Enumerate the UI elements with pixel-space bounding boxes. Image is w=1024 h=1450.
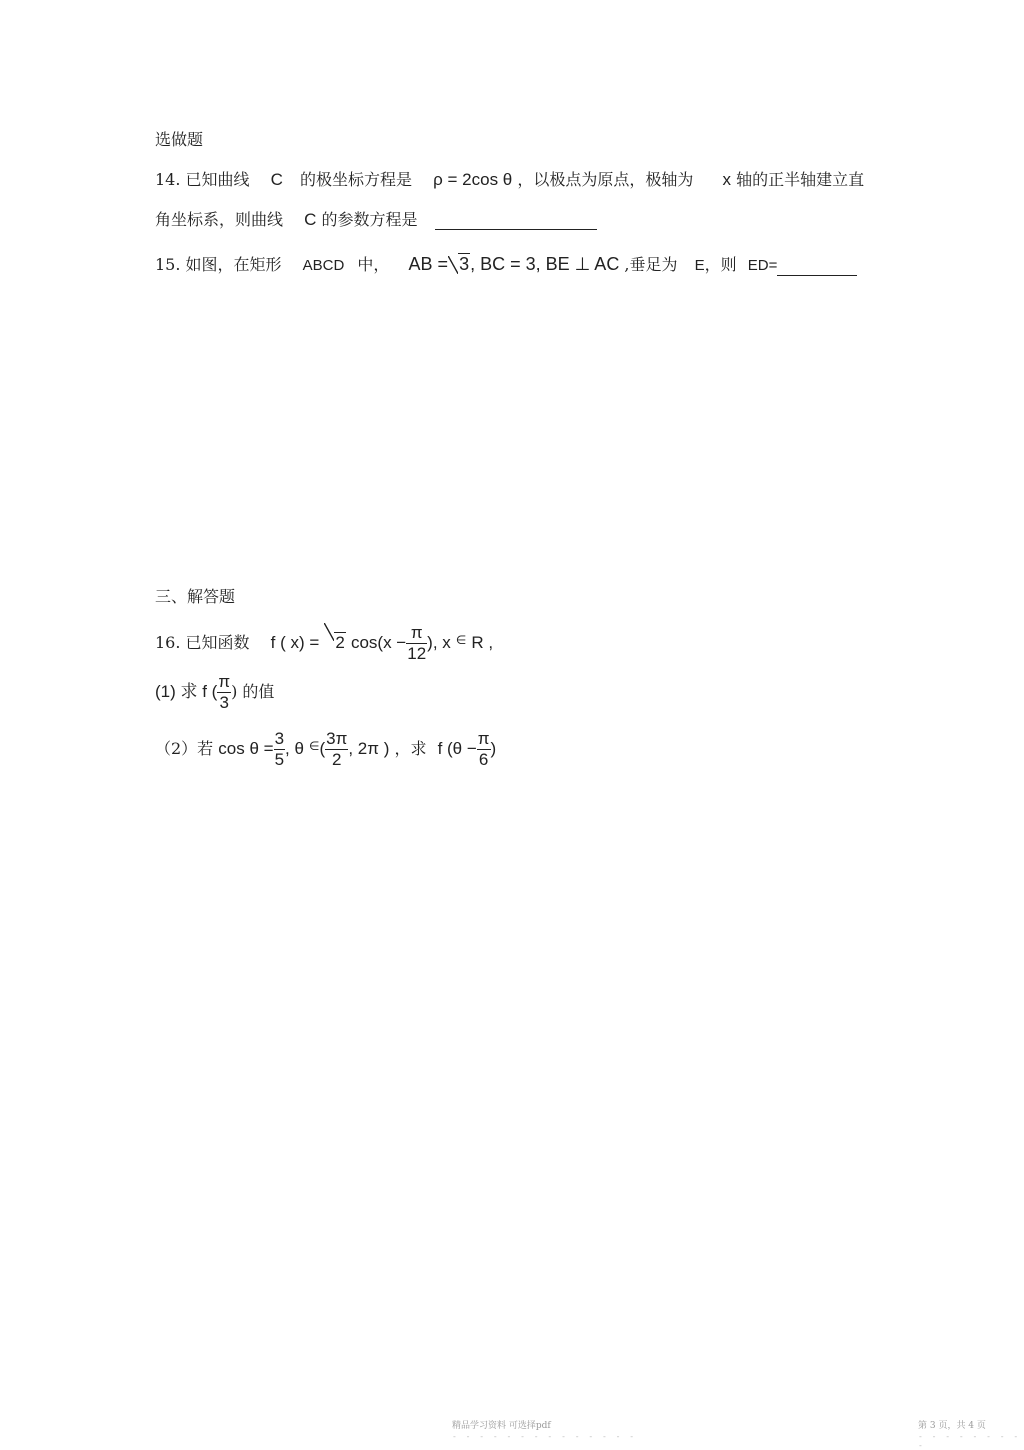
q14-line2-prefix: 角坐标系，则曲线	[155, 210, 284, 229]
q15-ed: ED=	[747, 257, 778, 274]
q16-f-lhs: f ( x) =	[270, 633, 320, 652]
q16-p2-close: )	[490, 739, 497, 758]
q16-cos-close: ), x	[427, 633, 451, 652]
q15-mid: 中，	[357, 255, 390, 274]
question-16	[155, 618, 493, 666]
q15-foot: ,垂足为	[624, 255, 678, 274]
q16-cos-open: cos(x −	[350, 633, 407, 652]
q16-r: R ,	[471, 633, 494, 652]
q16-p2-label: （2）若	[155, 739, 214, 758]
q16-p2-in: ∈	[309, 739, 320, 753]
q15-point-e: E	[694, 257, 705, 274]
footer-dashes-right: - - - - - - - - -	[918, 1432, 1021, 1450]
q16-p1-pi-over-3: $\frac{\pi}{3}$	[218, 672, 231, 712]
q14-curve-c: C	[270, 170, 283, 189]
q15-prefix: 15. 如图，在矩形	[155, 255, 282, 274]
q15-ab: AB =	[408, 254, 449, 274]
q16-p1-close: ) 的值	[231, 682, 275, 701]
optional-heading: 选做题	[155, 130, 204, 149]
q16-p2-ask: ，求	[394, 739, 427, 758]
question-16-part-2	[155, 724, 496, 771]
q14-line2-end: 的参数方程是	[321, 210, 418, 229]
q16-p2-open: (	[319, 739, 326, 758]
question-16-part-1	[155, 670, 274, 714]
q14-polar-equation: ρ = 2cos θ	[433, 170, 513, 189]
q16-p2-3pi-over-2: $\frac{3\pi}{2}$	[326, 729, 348, 769]
q16-p2-interval-end: , 2π )	[348, 739, 390, 758]
q15-sqrt-3: 3	[448, 254, 470, 274]
q16-prefix: 16. 已知函数	[155, 633, 250, 652]
q14-mid: 的极坐标方程是	[300, 170, 413, 189]
q15-rect-name: ABCD	[302, 257, 345, 274]
q16-in: ∈	[455, 633, 467, 647]
footer-page-number: 第 3 页，共 4 页	[918, 1421, 986, 1431]
q16-sqrt-2: 2	[324, 621, 345, 665]
q16-p2-3-over-5: $\frac{3}{5}$	[274, 729, 285, 769]
solutions-heading: 三、解答题	[155, 587, 236, 606]
question-14-line-2	[155, 210, 597, 230]
q14-curve-c2: C	[304, 210, 317, 229]
q16-p2-theta: , θ	[285, 739, 304, 758]
question-14-line-1	[155, 170, 864, 190]
q16-pi-over-12: $\frac{\pi}{12}$	[407, 623, 427, 663]
q16-p2-f: f (θ −	[437, 739, 477, 758]
q16-p1-label: (1) 求 f (	[155, 682, 218, 701]
q16-p2-pi-over-6: $\frac{\pi}{6}$	[477, 729, 490, 769]
q15-answer-blank	[777, 257, 857, 276]
q14-answer-blank	[435, 211, 597, 230]
q14-line1-end: 轴的正半轴建立直	[736, 170, 865, 189]
footer-dashes-left: - - - - - - - - - - - - - -	[452, 1432, 637, 1441]
q16-p2-cos: cos θ =	[218, 739, 274, 758]
footer-source-note: 精品学习资料 可选择pdf	[452, 1421, 551, 1431]
q15-conditions: , BC = 3, BE ⊥ AC	[470, 254, 620, 274]
q14-prefix: 14. 已知曲线	[155, 170, 250, 189]
q14-x: x	[722, 170, 731, 189]
q14-after: ，以极点为原点，极轴为	[517, 170, 694, 189]
question-15	[155, 254, 857, 276]
q15-then: ，则	[704, 255, 737, 274]
